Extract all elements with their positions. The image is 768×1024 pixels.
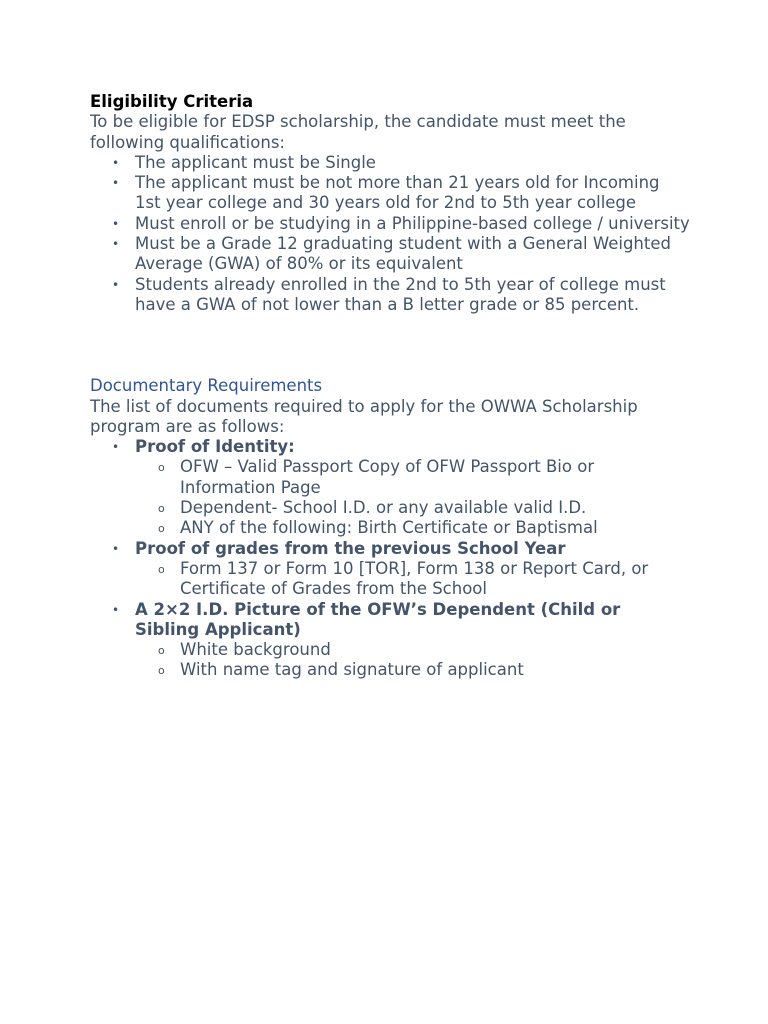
- eligibility-intro: To be eligible for EDSP scholarship, the candidate must meet the following qualifications:: [90, 112, 626, 152]
- eligibility-heading: Eligibility Criteria: [90, 92, 254, 111]
- list-item: • Must be a Grade 12 graduating student with a General Weighted Average (GWA) of 80% or its equivalent: [90, 234, 690, 275]
- sub-list-item: o White background: [135, 640, 690, 660]
- sub-list-item: o ANY of the following: Birth Certificate or Baptismal: [135, 518, 690, 538]
- list-item: [90, 600, 690, 681]
- documents-heading: Documentary Requirements: [90, 376, 323, 396]
- list-item: • The applicant must be not more than 21 years old for Incoming 1st year college and 30 years old for 2nd to 5th year college: [90, 173, 690, 214]
- section-spacer: [90, 315, 690, 376]
- requirement-label: Proof of Identity:: [135, 437, 295, 457]
- list-item: [90, 539, 690, 600]
- sub-list-item: o With name tag and signature of applicant: [135, 660, 690, 680]
- sub-list: [135, 559, 690, 600]
- sub-list-item: o Form 137 or Form 10 [TOR], Form 138 or Report Card, or Certificate of Grades from the School: [135, 559, 690, 600]
- documents-list: [90, 437, 690, 681]
- list-item: [90, 437, 690, 538]
- sub-list: [135, 457, 690, 538]
- list-item: • Students already enrolled in the 2nd to 5th year of college must have a GWA of not lower than a B letter grade or 85 percent.: [90, 275, 690, 316]
- sub-list-item: o Dependent- School I.D. or any available valid I.D.: [135, 498, 690, 518]
- document-page: [90, 92, 690, 681]
- sub-list: [135, 640, 690, 681]
- sub-list-item: o OFW – Valid Passport Copy of OFW Passport Bio or Information Page: [135, 457, 690, 498]
- documents-intro: The list of documents required to apply for the OWWA Scholarship program are as follows:: [90, 396, 638, 436]
- eligibility-list: [90, 153, 690, 315]
- requirement-label: A 2×2 I.D. Picture of the OFW’s Dependent (Child or Sibling Applicant): [135, 599, 621, 639]
- list-item: • Must enroll or be studying in a Philippine-based college / university: [90, 214, 690, 234]
- list-item: • The applicant must be Single: [90, 153, 690, 173]
- requirement-label: Proof of grades from the previous School Year: [135, 538, 566, 558]
